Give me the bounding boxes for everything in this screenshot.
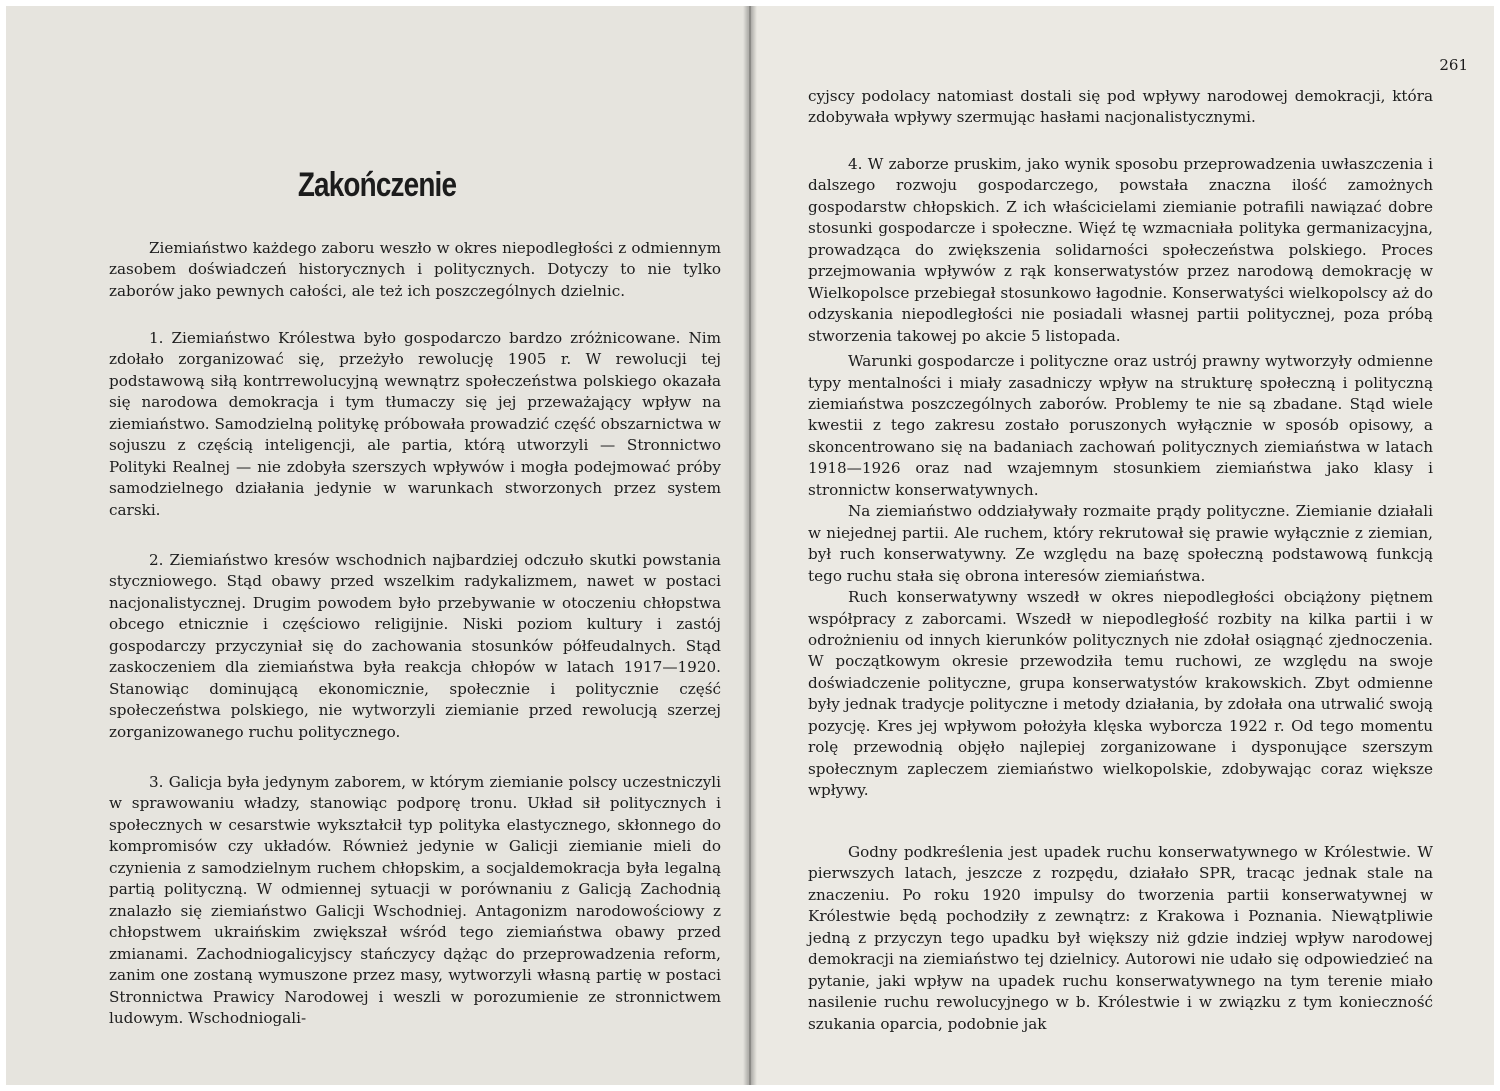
page-number: 261 [1439,56,1468,74]
paragraph-ruch-konserwatywny: Ruch konserwatywny wszedł w okres niepodległości obciążony piętnem współpracy z zaborcami. Wszedł w niepodległość rozbity na kilka partii i w odrożnieniu od innych kierunków politycznych nie zdołał osiągnąć zjednoczenia. W początkowym okresie przewodziła temu ruchowi, ze względu na swoje doświadczenie polityczne, grupa konserwatystów krakowskich. Zbyt odmienne były jednak tradycje polityczne i metody działania, by zdołała ona utrwalić swoją pozycję. Kres jej wpływom położyła klęska wyborcza 1922 r. Od tego momentu rolę przewodnią objęło najlepiej zorganizowane i dysponujące szerszym społecznym zapleczem ziemiaństwo wielkopolskie, zdobywając coraz większe wpływy. [808,588,1433,800]
paragraph-block-4 [808,154,1433,802]
paragraph-2: 2. Ziemiaństwo kresów wschodnich najbardziej odczuło skutki powstania styczniowego. Stąd obawy przed wszelkim radykalizmem, nawet w postaci nacjonalistycznej. Drugim powodem było przebywanie w otoczeniu chłopstwa obcego etnicznie i częściowo religijnie. Niski poziom kultury i zastój gospodarczy przyczyniał się do zachowania stosunków półfeudalnych. Stąd zaskoczeniem dla ziemiaństwa była reakcja chłopów w latach 1917—1920. Stanowiąc dominującą ekonomicznie, społecznie i politycznie część społeczeństwa polskiego, nie wytworzyli ziemianie przed rewolucją szerzej zorganizowanego ruchu politycznego. [109,551,721,741]
paragraph-warunki: Warunki gospodarcze i polityczne oraz ustrój prawny wytworzyły odmienne typy mentalności i miały zasadniczy wpływ na strukturę społeczną i polityczną ziemiaństwa poszczególnych zaborów. Problemy te nie są zbadane. Stąd wiele kwestii z tego zakresu zostało poruszonych wyłącznie w sposób opisowy, a skoncentrowano się na badaniach zachowań politycznych ziemiaństwa w latach 1918—1926 oraz nad wzajemnym stosunkiem ziemiaństwa jako klasy i stronnictw konserwatywnych. [808,352,1433,499]
paragraph-block-continued [808,86,1433,129]
paragraph-4: 4. W zaborze pruskim, jako wynik sposobu przeprowadzenia uwłaszczenia i dalszego rozwoju gospodarczego, powstała znaczna ilość zamożnych gospodarstw chłopskich. Z ich właścicielami ziemianie potrafili nawiązać dobre stosunki gospodarcze i społeczne. Więź tę wzmacniała polityka germanizacyjna, prowadząca do zwiększenia solidarności społeczeństwa polskiego. Proces przejmowania wpływów z rąk konserwatystów przez narodową demokrację w Wielkopolsce przebiegał stosunkowo łagodnie. Konserwatyści wielkopolscy aż do odzyskania niepodległości nie posiadali własnej partii politycznej, poza próbą stworzenia takowej po akcie 5 listopada. [808,155,1433,345]
paragraph-continued: cyjscy podolacy natomiast dostali się pod wpływy narodowej demokracji, która zdobywała wpływy szermując hasłami nacjonalistycznymi. [808,87,1433,127]
left-page [6,6,748,1085]
book-gutter [743,6,757,1085]
paragraph-block-1 [109,328,721,521]
paragraph-block-5 [808,842,1433,1035]
paragraph-1: 1. Ziemiaństwo Królestwa było gospodarczo bardzo zróżnicowane. Nim zdołało zorganizować się, przeżyło rewolucję 1905 r. W rewolucji tej podstawową siłą kontrrewolucyjną wewnątrz społeczeństwa polskiego okazała się narodowa demokracja i tym tłumaczy się jej przeważający wpływ na ziemiaństwo. Samodzielną politykę próbowała prowadzić część obszarnictwa w sojuszu z częścią inteligencji, ale partia, którą utworzyli — Stronnictwo Polityki Realnej — nie zdobyła szerszych wpływów i mogła podejmować próby samodzielnego działania jedynie w warunkach stworzonych przez system carski. [109,329,721,519]
intro-paragraph: Ziemiaństwo każdego zaboru weszło w okres niepodległości z odmiennym zasobem doświadczeń historycznych i politycznych. Dotyczy to nie tylko zaborów jako pewnych całości, ale też ich poszczególnych dzielnic. [109,239,721,300]
book-spread [6,6,1494,1085]
paragraph-upadek-ruchu: Godny podkreślenia jest upadek ruchu konserwatywnego w Królestwie. W pierwszych latach, jeszcze z rozpędu, działało SPR, tracąc jednak stale na znaczeniu. Po roku 1920 impulsy do tworzenia partii konserwatywnej w Królestwie będą pochodziły z zewnątrz: z Krakowa i Poznania. Niewątpliwie jedną z przyczyn tego upadku był większy niż gdzie indziej wpływ narodowej demokracji na ziemiaństwo tej dzielnicy. Autorowi nie udało się odpowiedzieć na pytanie, jaki wpływ na upadek ruchu konserwatywnego na tym terenie miało nasilenie ruchu rewolucyjnego w b. Królestwie i w związku z tym konieczność szukania oparcia, podobnie jak [808,843,1433,1033]
paragraph-block-2 [109,550,721,743]
paragraph-3: 3. Galicja była jedynym zaborem, w którym ziemianie polscy uczestniczyli w sprawowaniu władzy, stanowiąc podporę tronu. Układ sił politycznych i społecznych w cesarstwie wykształcił typ polityka elastycznego, skłonnego do kompromisów czy układów. Również jedynie w Galicji ziemianie mieli do czynienia z samodzielnym ruchem chłopskim, a socjaldemokracja była legalną partią polityczną. W odmiennej sytuacji w porównaniu z Galicją Zachodnią znalazło się ziemiaństwo Galicji Wschodniej. Antagonizm narodowościowy z chłopstwem ukraińskim zwiększał wśród tego ziemiaństwa obawy przed zmianami. Zachodniogalicyjscy stańczycy dążąc do przeprowadzenia reform, zanim one zostaną wymuszone przez masy, wytworzyli własną partię w postaci Stronnictwa Prawicy Narodowej i weszli w porozumienie ze stronnictwem ludowym. Wschodniogali- [109,773,721,1027]
right-page [748,6,1494,1085]
paragraph-block-3 [109,772,721,1029]
intro-paragraph-block [109,238,721,302]
paragraph-ziemianstwo-prady: Na ziemiaństwo oddziaływały rozmaite prądy polityczne. Ziemianie działali w niejednej partii. Ale ruchem, który rekrutował się prawie wyłącznie z ziemian, był ruch konserwatywny. Ze względu na bazę społeczną podstawową funkcją tego ruchu stała się obrona interesów ziemiaństwa. [808,502,1433,585]
chapter-title: Zakończenie [297,166,457,204]
